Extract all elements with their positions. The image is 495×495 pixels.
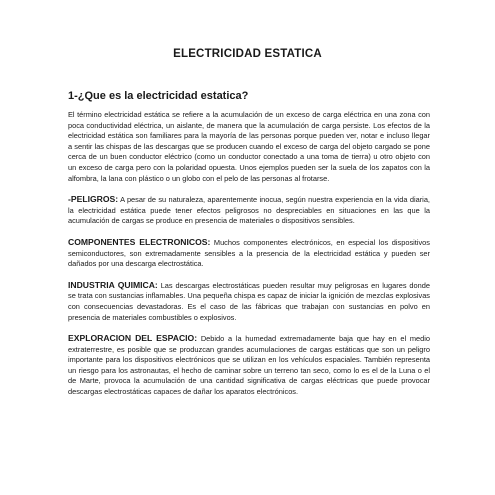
paragraph-industria: [68, 280, 430, 323]
paragraph-definition: [68, 110, 430, 184]
paragraph-lead: COMPONENTES ELECTRONICOS:: [68, 236, 211, 247]
paragraph-lead: -PELIGROS:: [68, 194, 119, 205]
paragraph-lead: EXPLORACION DEL ESPACIO:: [68, 333, 198, 344]
paragraph-text: El término electricidad estática se refiere a la acumulación de un exceso de carga eléctrica en una zona con poca conductividad eléctrica, un aislante, de manera que la acumulación de carga persiste. Los efectos de la electricidad estática son familiares para la mayoría de las personas porque pueden ver, notar e incluso llegar a sentir las chispas de las descargas que se producen cuando el exceso de carga del objeto cargado se pone cerca de un buen conductor eléctrico (como un conductor conectado a una toma de tierra) u otro objeto con un exceso de carga pero con la polaridad opuesta. Unos ejemplos pueden ser la suela de los zapatos con la alfombra, la lana con plástico o un globo con el pelo de las personas al frotarse.: [68, 110, 430, 183]
paragraph-lead: INDUSTRIA QUIMICA:: [68, 279, 158, 290]
paragraph-text: Las descargas electrostáticas pueden resultar muy peligrosas en lugares donde se trata con sustancias inflamables. Una pequeña chispa es capaz de iniciar la ignición de mezclas explosivas con consecuencias devastadoras. Es el caso de las fábricas que trabajan con sustancias en polvo en presencia de materiales combustibles o explosivos.: [68, 280, 430, 322]
paragraph-espacio: [68, 333, 430, 398]
paragraph-text: Debido a la humedad extremadamente baja que hay en el medio extraterrestre, es posible que se produzcan grandes acumulaciones de cargas estáticas que son un peligro importante para los dispositivos electrónicos que se utilizan en los vehículos espaciales. También representa un riesgo para los astronautas, el hecho de caminar sobre un terreno tan seco, como lo es el de la Luna o el de Marte, provoca la acumulación de una cantidad significativa de cargas eléctricas que puede provocar descargas electrostáticas capaces de dañar los aparatos electrónicos.: [68, 334, 430, 397]
document-title: ELECTRICIDAD ESTATICA: [173, 48, 322, 60]
paragraph-text: A pesar de su naturaleza, aparentemente inocua, según nuestra experiencia en la vida diaria, la electricidad estática puede tener efectos peligrosos no despreciables en situaciones en las que la acumulación de cargas se produce en presencia de materiales o dispositivos sensibles.: [68, 195, 430, 226]
paragraph-text: Muchos componentes electrónicos, en especial los dispositivos semiconductores, son extremadamente sensibles a la presencia de la electricidad estática y pueden ser dañados por una descarga electrostática.: [68, 237, 430, 269]
paragraph-peligros: [68, 194, 430, 227]
section-heading: 1-¿Que es la electricidad estatica?: [68, 90, 249, 102]
paragraph-componentes: [68, 237, 430, 270]
document-body: [68, 110, 430, 408]
